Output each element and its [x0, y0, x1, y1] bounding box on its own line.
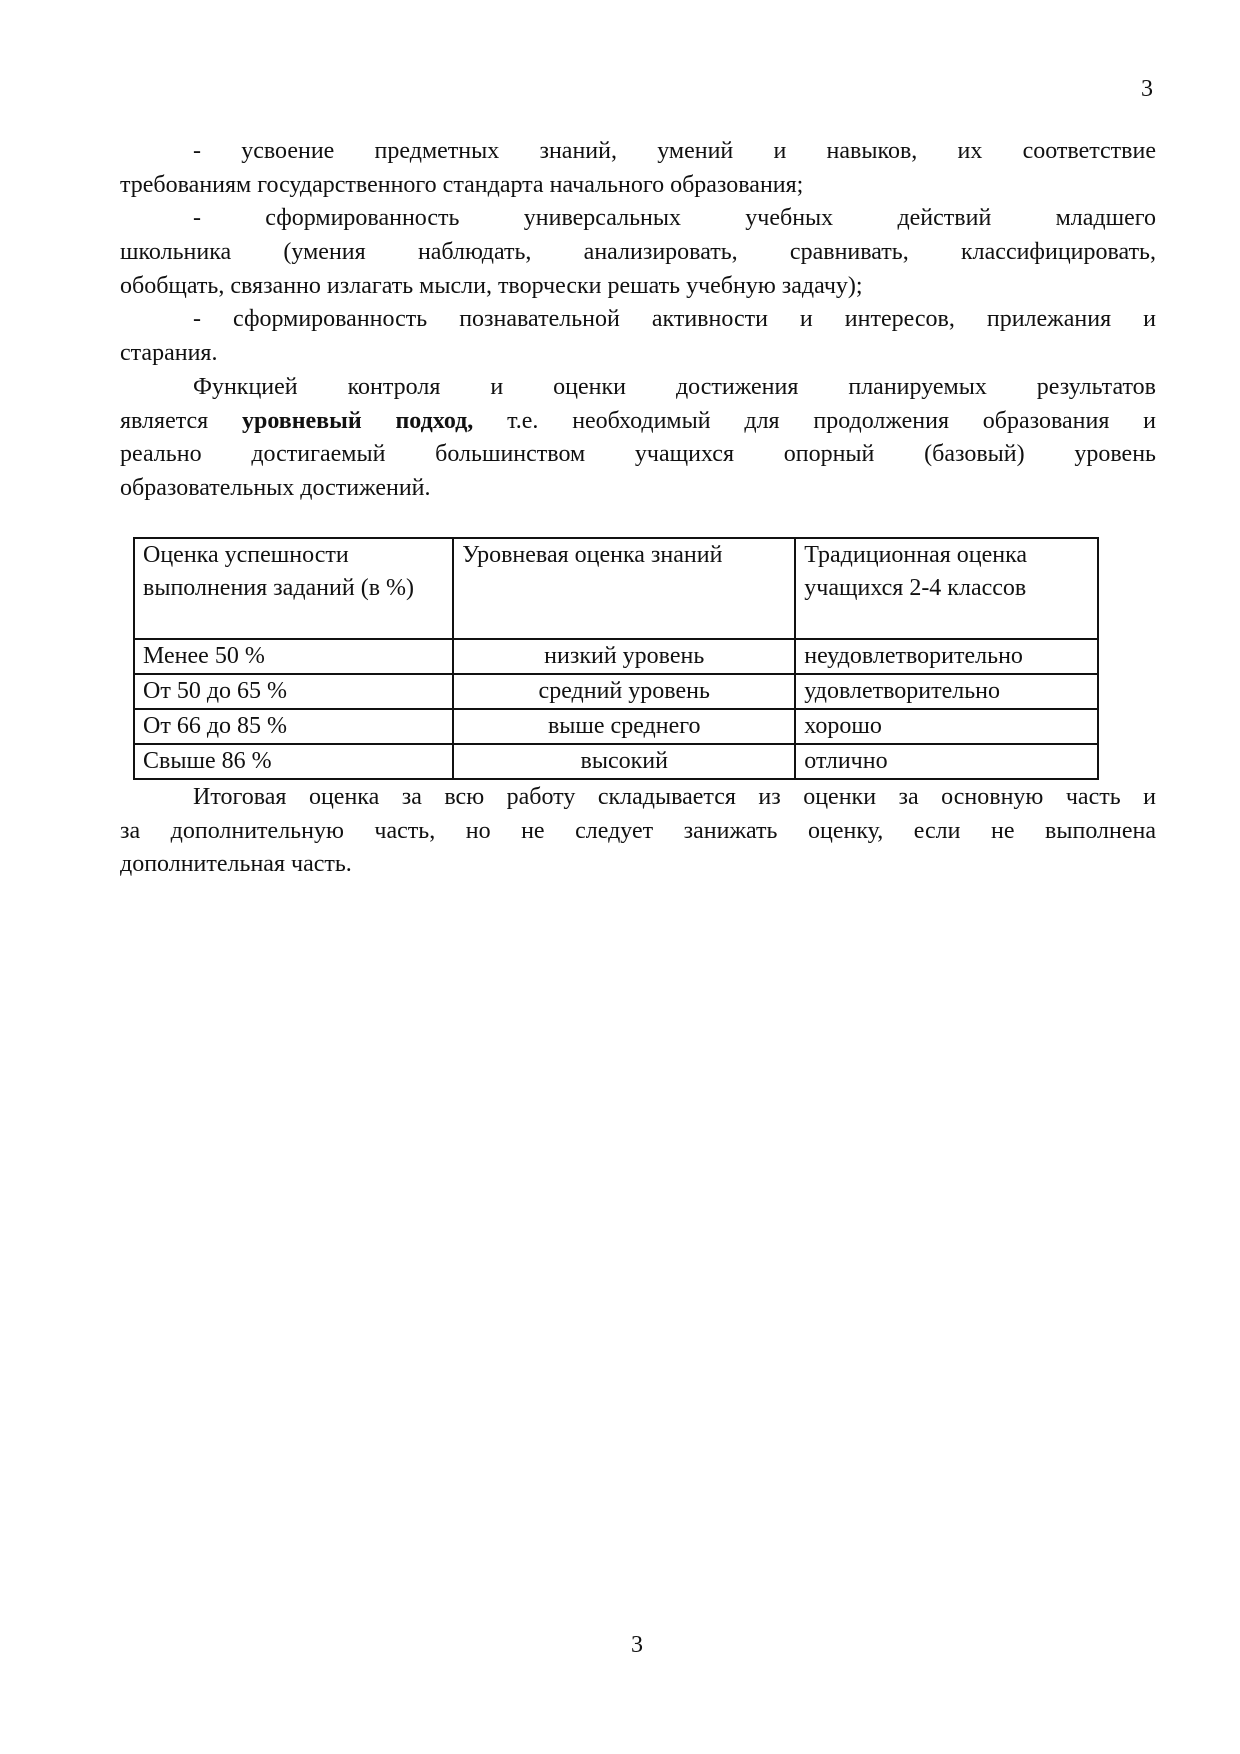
text-line: обобщать, связанно излагать мысли, творчески решать учебную задачу);	[120, 272, 863, 299]
text-line: дополнительная часть.	[120, 851, 352, 878]
text-line: требованиям государственного стандарта начального образования;	[120, 171, 804, 198]
text-line: за дополнительную часть, но не следует занижать оценку, если не выполнена	[120, 817, 1156, 844]
text-line: Итоговая оценка за всю работу складывается из оценки за основную часть и	[193, 784, 1156, 810]
text-line: реально достигаемый большинством учащихся опорный (базовый) уровень	[120, 441, 1156, 468]
text-line: - усвоение предметных знаний, умений и навыков, их соответствие	[193, 138, 1156, 164]
table-cell: От 50 до 65 %	[134, 674, 453, 709]
table-row	[134, 674, 1098, 709]
table-cell: Менее 50 %	[134, 639, 453, 674]
paragraph-final-grade	[120, 781, 1156, 882]
text-line: старания.	[120, 340, 218, 367]
table-cell: От 66 до 85 %	[134, 709, 453, 744]
table-cell: удовлетворительно	[795, 674, 1098, 709]
table-cell: средний уровень	[453, 674, 795, 709]
text-line: образовательных достижений.	[120, 474, 431, 501]
text-line: - сформированность универсальных учебных действий младшего	[193, 205, 1156, 232]
table-row	[134, 709, 1098, 744]
table-header-cell: Оценка успешности выполнения заданий (в %)	[134, 538, 453, 639]
paragraph-goals	[120, 135, 1156, 506]
table-cell: выше среднего	[453, 709, 795, 744]
text-line	[120, 405, 1156, 439]
table-header-cell: Уровневая оценка знаний	[453, 538, 795, 639]
text-line: - сформированность познавательной активности и интересов, прилежания и	[193, 306, 1156, 333]
header-page-number: 3	[1141, 76, 1153, 102]
table-row	[134, 744, 1098, 779]
table-cell: неудовлетворительно	[795, 639, 1098, 674]
text-span: т.е. необходимый для продолжения образования и	[507, 407, 1157, 434]
footer-page-number: 3	[631, 1632, 643, 1658]
table-cell: хорошо	[795, 709, 1098, 744]
grading-table	[133, 537, 1099, 780]
text-line: школьника (умения наблюдать, анализировать, сравнивать, классифицировать,	[120, 239, 1156, 266]
text-span: является	[120, 407, 209, 434]
table-header-cell: Традиционная оценка учащихся 2-4 классов	[795, 538, 1098, 639]
bold-term: уровневый подход,	[241, 407, 474, 434]
table-row	[134, 639, 1098, 674]
table-cell: отлично	[795, 744, 1098, 779]
table-cell: высокий	[453, 744, 795, 779]
text-line: Функцией контроля и оценки достижения планируемых результатов	[193, 373, 1156, 400]
table-header-row	[134, 538, 1098, 639]
table-cell: Свыше 86 %	[134, 744, 453, 779]
table-cell: низкий уровень	[453, 639, 795, 674]
